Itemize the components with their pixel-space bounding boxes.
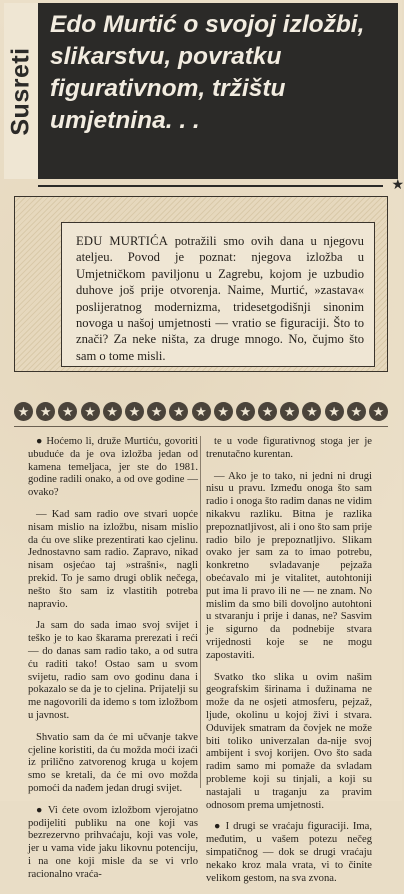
section-label: Susreti xyxy=(6,46,35,136)
star-icon: ★ xyxy=(14,402,33,421)
star-icon: ★ xyxy=(169,402,188,421)
star-icon: ★ xyxy=(347,402,366,421)
star-icon: ★ xyxy=(280,402,299,421)
body-column-right xyxy=(206,436,372,894)
star-icon: ★ xyxy=(147,402,166,421)
star-icon: ★ xyxy=(214,402,233,421)
body-paragraph: ● Hoćemo li, druže Murtiću, govoriti ubuduće da je ova izložba jedan od kamena temeljaca, jer ste do 1981. godine radili onako, a od ove godine — ovako? xyxy=(28,436,198,499)
star-icon: ★ xyxy=(58,402,77,421)
article-header xyxy=(4,3,398,179)
section-label-box xyxy=(4,3,40,179)
header-rule xyxy=(38,185,383,187)
column-divider xyxy=(200,436,201,788)
body-paragraph: — Ako je to tako, ni jedni ni drugi nisu u pravu. Između onoga što sam radio i onoga što radim danas ne vidim nikakvu razliku. Bitna je razlika prepoznatljivost, ali i ono što sam prije radio bilo je prepoznatljivo. Slikam ovako jer sam za to imao potrebu, konkretno svladavanje pejzaža obećavalo mi je vitalitet, autohtoniji put ima li pravo ili ne — ne znam. No mislim da smo bili dovoljno autohtoni u stvaranju i prije i danas, ne? Sasvim je sigurno da podnebije stvara vrijednosti koje se ne mogu zapostaviti. xyxy=(206,470,372,661)
lead-panel xyxy=(61,222,375,367)
body-paragraph: te u vode figurativnog stoga jer je trenutačno kurentan. xyxy=(206,436,372,460)
divider-rule xyxy=(14,426,388,427)
star-icon: ★ xyxy=(36,402,55,421)
star-icon: ★ xyxy=(81,402,100,421)
star-icon: ★ xyxy=(302,402,321,421)
body-paragraph: Ja sam do sada imao svoj svijet i teško je to kao škarama prerezati i reći — do danas sam radio tako, a od sutra ću raditi tako! Ostao sam u svom svijetu, radio sam ovo godinu dana i pokazalo se da je to cjelina. Prijatelji su me nagovorili da idemo s tom izložbom u javnost. xyxy=(28,620,198,721)
body-paragraph: — Kad sam radio ove stvari uopće nisam mislio na izložbu, nisam mislio da ću ove slike prezentirati kao cjelinu. Jednostavno sam radio. Zapravo, nikad nisam osjećao taj »strašni«, nagli prekid. To je samo drugi oblik nečega, nešto što sam iz vlastitih potreba napravio. xyxy=(28,508,198,610)
lead-text: potražili smo ovih dana u njegovu ateljeu. Povod je poznat: njegova izložba u Umjetničkom paviljonu u Zagrebu, kojom je uzbudio duhove još prije otvorenja. Naime, Murtić, »zastava« poslijeratnog modernizma, tridesetgodišnji sinonim novoga u našoj umjetnosti — vratio se figuraciji. Što to znači? Za neke ništa, za druge mnogo. No, čujmo što sam o tome misli. xyxy=(76,234,364,363)
body-paragraph: Shvatio sam da će mi učvanje takve cjeline koristiti, da ću možda moći izaći iz prilično zatvorenog kruga u kojem smo se kretali, da će mi ovo možda pomoći da nađem jedan drugi svijet. xyxy=(28,731,198,794)
star-icon: ★ xyxy=(125,402,144,421)
body-paragraph: ● I drugi se vraćaju figuraciji. Ima, međutim, u vašem potezu nečeg simpatičnog — dok se drugi vraćaju nekako kroz mala vrata, vi to činite velikom gestom, na sva zvona. xyxy=(206,821,372,884)
body-paragraph: ● Vi ćete ovom izložbom vjerojatno podijeliti publiku na one koji vas bezrezervno prihvaćaju, koji vas vole, jer u vama vide jaku likovnu potenciju, i na one koji misle da se vi vrlo racionalno vraća- xyxy=(28,804,198,880)
star-icon: ★ xyxy=(325,402,344,421)
body-column-left xyxy=(28,436,198,891)
star-icon: ★ xyxy=(192,402,211,421)
star-icon: ★ xyxy=(103,402,122,421)
lead-name-caps: EDU MURTIĆA xyxy=(76,234,169,248)
star-icon: ★ xyxy=(236,402,255,421)
headline: Edo Murtić o svojoj izložbi, slikarstvu, povratku figurativnom, tržištu umjetnina. . . xyxy=(50,11,365,134)
star-icon: ★ xyxy=(369,402,388,421)
lead-box xyxy=(14,196,388,372)
star-icon: ★ xyxy=(258,402,277,421)
lead-paragraph xyxy=(76,233,364,364)
body-paragraph: Svatko tko slika u ovim našim geografskim širinama i dužinama ne može da ne osjeti atmosferu, pejzaž, ljude, okolinu u kojoj živi i stvara. Oduvijek smatram da čovjek ne može biti toliko univerzalan da-nije svoj ambijent i svoj korijen. Ovo što sada radim samo mi pomaže da svladam probleme koji su tinjali, a koji su nastajali u traganju za pravim odnosom prema umjetnosti. xyxy=(206,671,372,811)
star-divider xyxy=(14,400,388,422)
header-star-icon: ★ xyxy=(391,178,404,193)
